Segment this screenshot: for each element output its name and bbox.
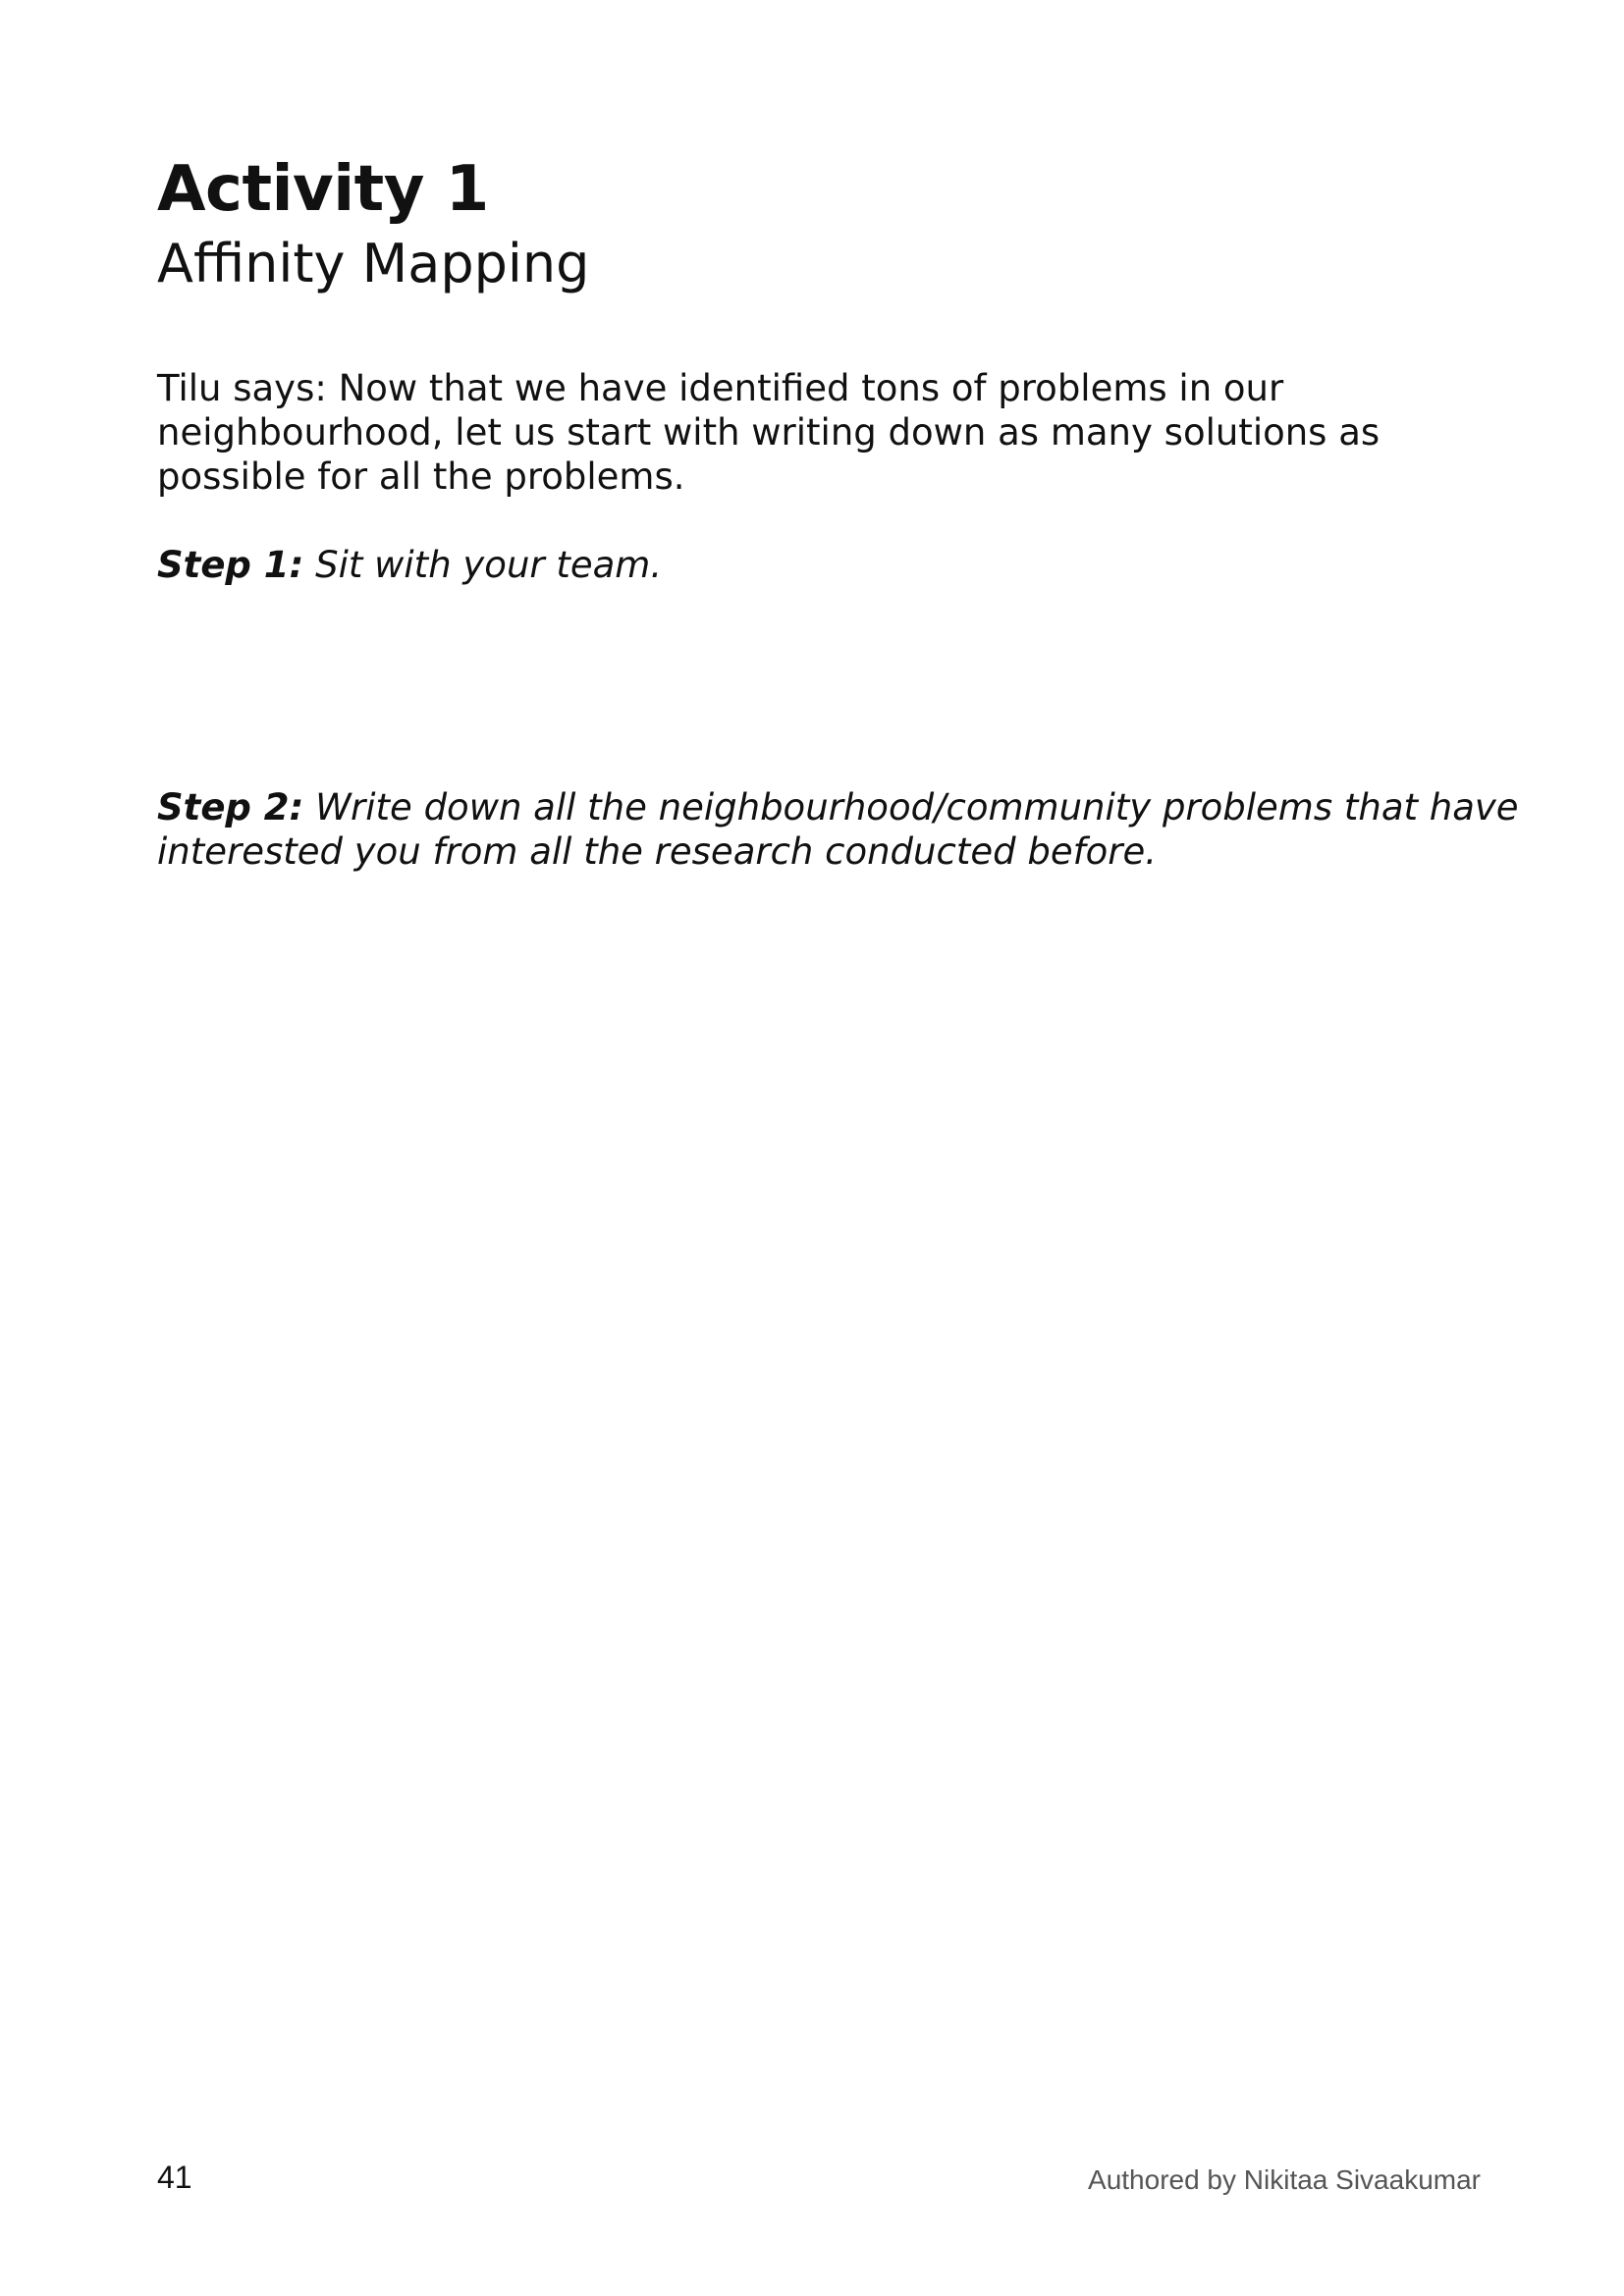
- page-number: 41: [157, 2160, 192, 2195]
- step-1: [157, 543, 1532, 587]
- step-2-label: Step 2:: [157, 786, 304, 828]
- step-2-text: Write down all the neighbourhood/community problems that have interested you from all the research conducted before.: [157, 786, 1519, 873]
- step-2: [157, 785, 1532, 874]
- step-1-label: Step 1:: [157, 544, 304, 586]
- intro-paragraph: Tilu says: Now that we have identified tons of problems in our neighbourhood, let us start with writing down as many solutions as possible for all the problems.: [157, 367, 1380, 498]
- activity-title: Activity 1: [157, 153, 489, 226]
- step-1-text: Sit with your team.: [315, 544, 663, 586]
- author-credit: Authored by Nikitaa Sivaakumar: [1088, 2164, 1481, 2195]
- activity-subtitle: Affinity Mapping: [157, 233, 590, 294]
